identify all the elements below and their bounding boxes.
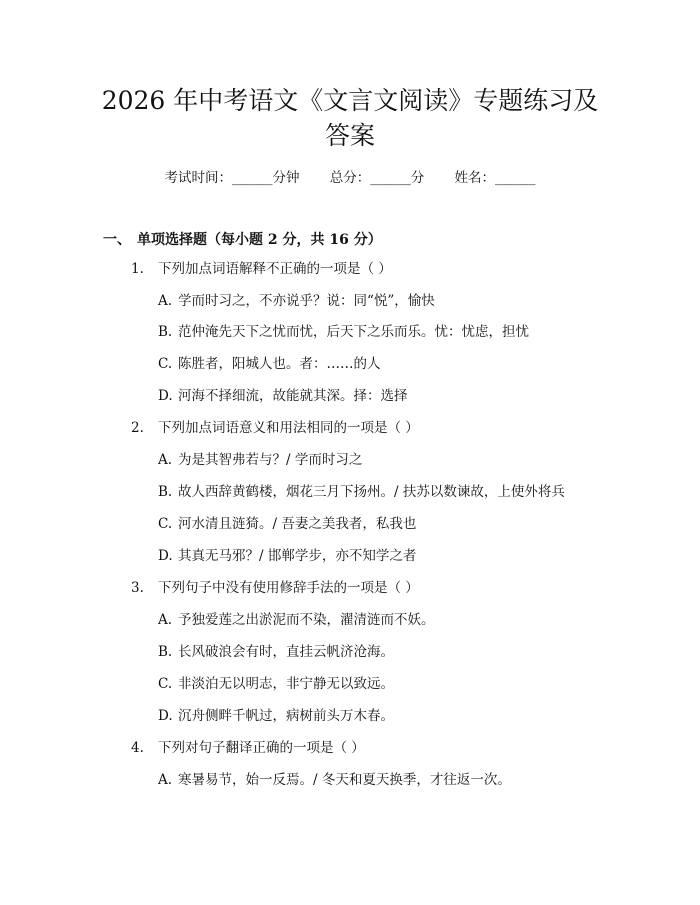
option-letter: B. (158, 484, 173, 500)
document-title-line2: 答案 (324, 121, 375, 150)
answer-option (158, 386, 408, 406)
option-text: 范仲淹先天下之忧而忧，后天下之乐而乐。忧：忧虑，担忧 (178, 324, 529, 340)
question-number: 3. (131, 580, 144, 596)
answer-option (158, 322, 529, 342)
answer-option (158, 482, 565, 502)
answer-option (158, 514, 416, 534)
option-text: 河水清且涟猗。/ 吾妻之美我者，私我也 (178, 516, 417, 532)
answer-option (158, 450, 362, 470)
option-text: 长风破浪会有时，直挂云帆济沧海。 (178, 644, 394, 660)
option-letter: D. (158, 548, 173, 564)
option-text: 寒暑易节，始一反焉。/ 冬天和夏天换季，才往返一次。 (178, 772, 511, 788)
option-text: 其真无马邪？/ 邯郸学步，亦不知学之者 (178, 548, 417, 564)
answer-option (158, 610, 435, 630)
option-letter: B. (158, 644, 173, 660)
option-text: 河海不择细流，故能就其深。择：选择 (178, 388, 408, 404)
option-text: 非淡泊无以明志，非宁静无以致远。 (178, 676, 394, 692)
answer-option (158, 546, 416, 566)
section-heading (103, 230, 382, 250)
option-letter: A. (158, 612, 173, 628)
document-title-line1: 2026 年中考语文《文言文阅读》专题练习及 (101, 86, 599, 115)
question-text: 下列句子中没有使用修辞手法的一项是（ ） (158, 580, 419, 596)
question-text: 下列加点词语解释不正确的一项是（ ） (158, 261, 392, 277)
question-stem (131, 738, 365, 758)
option-text: 沉舟侧畔千帆过，病树前头万木春。 (178, 708, 394, 724)
option-text: 陈胜者，阳城人也。者：……的人 (178, 356, 381, 372)
option-text: 为是其智弗若与？/ 学而时习之 (178, 452, 363, 468)
option-letter: A. (158, 293, 173, 309)
option-text: 予独爱莲之出淤泥而不染，濯清涟而不妖。 (178, 612, 435, 628)
option-letter: A. (158, 772, 173, 788)
answer-option (158, 354, 381, 374)
exam-info-line (0, 169, 700, 187)
option-text: 故人西辞黄鹤楼，烟花三月下扬州。/ 扶苏以数谏故，上使外将兵 (178, 484, 565, 500)
option-letter: C. (158, 356, 173, 372)
question-stem (131, 578, 419, 598)
option-letter: C. (158, 676, 173, 692)
question-stem (131, 259, 392, 279)
option-letter: B. (158, 324, 173, 340)
option-letter: D. (158, 708, 173, 724)
answer-option (158, 291, 435, 311)
question-stem (131, 418, 419, 438)
total-score-field: 总分：______分 (329, 170, 425, 186)
student-name-field: 姓名：______ (454, 170, 536, 186)
exam-time-field: 考试时间：______分钟 (164, 170, 300, 186)
option-letter: D. (158, 388, 173, 404)
question-text: 下列加点词语意义和用法相同的一项是（ ） (158, 420, 419, 436)
answer-option (158, 770, 511, 790)
answer-option (158, 674, 394, 694)
question-number: 1. (131, 261, 144, 277)
section-number: 一、 (103, 232, 131, 248)
section-title-text: 单项选择题（每小题 2 分，共 16 分） (137, 232, 382, 248)
answer-option (158, 706, 394, 726)
answer-option (158, 642, 394, 662)
question-number: 4. (131, 740, 144, 756)
option-letter: C. (158, 516, 173, 532)
option-letter: A. (158, 452, 173, 468)
option-text: 学而时习之，不亦说乎？说：同“悦”，愉快 (178, 293, 435, 309)
question-text: 下列对句子翻译正确的一项是（ ） (158, 740, 365, 756)
question-number: 2. (131, 420, 144, 436)
